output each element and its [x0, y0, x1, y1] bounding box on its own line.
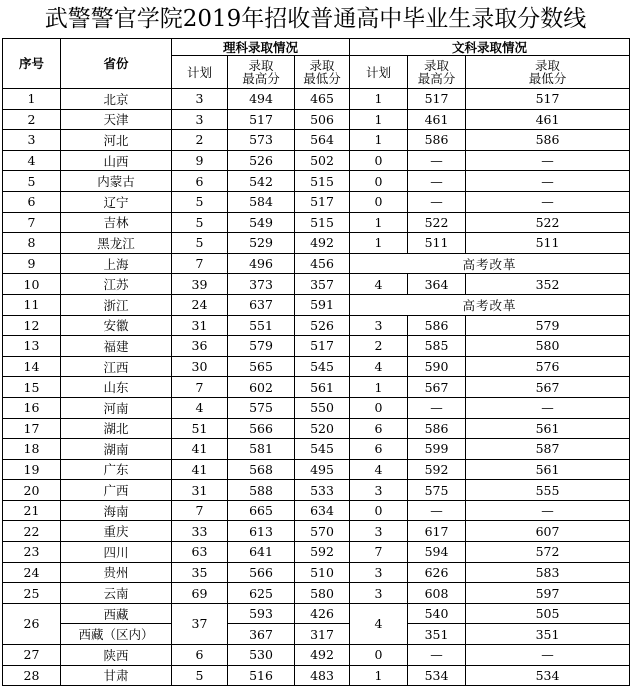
- cell-sci-plan: 6: [172, 645, 228, 666]
- cell-lib-plan: 6: [350, 439, 408, 460]
- cell-lib-max: 540: [408, 603, 466, 624]
- cell-lib-max: 517: [408, 89, 466, 110]
- table-row: [3, 336, 630, 357]
- cell-lib-plan: 4: [350, 274, 408, 295]
- header-province: 省份: [61, 39, 172, 89]
- cell-seq: 28: [3, 665, 61, 686]
- cell-sci-max: 581: [228, 439, 295, 460]
- cell-lib-min: 597: [466, 583, 630, 604]
- cell-lib-min: 567: [466, 377, 630, 398]
- cell-sci-min: 550: [295, 397, 350, 418]
- table-row: [3, 315, 630, 336]
- cell-sci-min: 545: [295, 356, 350, 377]
- cell-seq: 18: [3, 439, 61, 460]
- cell-lib-min: 352: [466, 274, 630, 295]
- cell-seq: 4: [3, 150, 61, 171]
- cell-lib-plan: 0: [350, 645, 408, 666]
- cell-sci-plan: 3: [172, 89, 228, 110]
- cell-sci-max: 575: [228, 397, 295, 418]
- table-row: [3, 480, 630, 501]
- cell-seq: 8: [3, 233, 61, 254]
- table-row: [3, 603, 630, 624]
- cell-lib-min: 586: [466, 130, 630, 151]
- cell-sci-min: 515: [295, 171, 350, 192]
- cell-sci-plan: 2: [172, 130, 228, 151]
- cell-lib-max: 575: [408, 480, 466, 501]
- cell-seq: 10: [3, 274, 61, 295]
- cell-lib-min: —: [466, 191, 630, 212]
- cell-province: 河南: [61, 397, 172, 418]
- cell-sci-max: 665: [228, 500, 295, 521]
- cell-sci-max: 588: [228, 480, 295, 501]
- cell-lib-min: 522: [466, 212, 630, 233]
- cell-lib-max: —: [408, 397, 466, 418]
- cell-sci-min: 317: [295, 624, 350, 645]
- cell-sci-plan: 4: [172, 397, 228, 418]
- cell-sci-min: 357: [295, 274, 350, 295]
- cell-sci-plan: 5: [172, 665, 228, 686]
- cell-sci-min: 591: [295, 294, 350, 315]
- cell-province: 吉林: [61, 212, 172, 233]
- cell-sci-max: 542: [228, 171, 295, 192]
- cell-province: 重庆: [61, 521, 172, 542]
- cell-province: 云南: [61, 583, 172, 604]
- table-row: [3, 274, 630, 295]
- cell-sci-plan: 6: [172, 171, 228, 192]
- cell-lib-plan: 1: [350, 665, 408, 686]
- header-science-group: 理科录取情况: [172, 39, 350, 56]
- cell-sci-min: 592: [295, 542, 350, 563]
- cell-reform-note: 高考改革: [350, 253, 630, 274]
- header-seq: 序号: [3, 39, 61, 89]
- cell-lib-min: —: [466, 397, 630, 418]
- cell-sci-max: 551: [228, 315, 295, 336]
- cell-sci-max: 641: [228, 542, 295, 563]
- header-lib-max: 录取 最高分: [408, 56, 466, 89]
- cell-province: 安徽: [61, 315, 172, 336]
- cell-lib-max: —: [408, 150, 466, 171]
- cell-lib-min: 579: [466, 315, 630, 336]
- cell-sci-plan: 3: [172, 109, 228, 130]
- cell-province: 西藏: [61, 603, 172, 624]
- cell-seq: 25: [3, 583, 61, 604]
- cell-lib-min: 555: [466, 480, 630, 501]
- cell-lib-plan: 1: [350, 109, 408, 130]
- table-row: [3, 233, 630, 254]
- cell-province: 河北: [61, 130, 172, 151]
- cell-sci-min: 465: [295, 89, 350, 110]
- cell-sci-max: 568: [228, 459, 295, 480]
- cell-province: 陕西: [61, 645, 172, 666]
- table-row: [3, 521, 630, 542]
- cell-lib-max: 617: [408, 521, 466, 542]
- cell-lib-max: 585: [408, 336, 466, 357]
- page-title: 武警警官学院2019年招收普通高中毕业生录取分数线: [44, 6, 587, 32]
- table-row: [3, 253, 630, 274]
- cell-lib-max: 534: [408, 665, 466, 686]
- cell-sci-plan: 37: [172, 603, 228, 644]
- cell-lib-plan: 1: [350, 212, 408, 233]
- cell-lib-plan: 0: [350, 171, 408, 192]
- cell-seq: 20: [3, 480, 61, 501]
- table-row: [3, 130, 630, 151]
- cell-seq: 9: [3, 253, 61, 274]
- cell-sci-min: 634: [295, 500, 350, 521]
- cell-lib-max: 351: [408, 624, 466, 645]
- cell-province: 浙江: [61, 294, 172, 315]
- cell-lib-plan: 4: [350, 603, 408, 644]
- cell-lib-min: —: [466, 500, 630, 521]
- cell-lib-min: 576: [466, 356, 630, 377]
- cell-seq: 1: [3, 89, 61, 110]
- table-row: [3, 583, 630, 604]
- cell-lib-max: 586: [408, 315, 466, 336]
- cell-lib-plan: 1: [350, 89, 408, 110]
- table-row: [3, 212, 630, 233]
- cell-lib-min: 351: [466, 624, 630, 645]
- cell-lib-min: —: [466, 645, 630, 666]
- table-row: [3, 171, 630, 192]
- cell-sci-max: 566: [228, 418, 295, 439]
- cell-province: 北京: [61, 89, 172, 110]
- cell-seq: 17: [3, 418, 61, 439]
- cell-sci-plan: 9: [172, 150, 228, 171]
- cell-sci-min: 517: [295, 336, 350, 357]
- cell-sci-max: 625: [228, 583, 295, 604]
- cell-lib-max: —: [408, 500, 466, 521]
- cell-lib-max: 592: [408, 459, 466, 480]
- cell-sci-min: 580: [295, 583, 350, 604]
- cell-lib-min: 561: [466, 418, 630, 439]
- cell-seq: 5: [3, 171, 61, 192]
- cell-lib-max: 586: [408, 418, 466, 439]
- cell-sci-min: 492: [295, 233, 350, 254]
- cell-lib-max: 567: [408, 377, 466, 398]
- cell-sci-max: 573: [228, 130, 295, 151]
- header-sci-plan: 计划: [172, 56, 228, 89]
- cell-sci-max: 637: [228, 294, 295, 315]
- cell-lib-min: 583: [466, 562, 630, 583]
- table-body: [3, 89, 630, 686]
- table-row: [3, 542, 630, 563]
- cell-lib-max: 590: [408, 356, 466, 377]
- cell-lib-plan: 0: [350, 191, 408, 212]
- table-row: [3, 377, 630, 398]
- table-row: [3, 397, 630, 418]
- table-row: [3, 294, 630, 315]
- cell-lib-max: 594: [408, 542, 466, 563]
- cell-lib-plan: 0: [350, 500, 408, 521]
- header-lib-plan: 计划: [350, 56, 408, 89]
- cell-sci-plan: 24: [172, 294, 228, 315]
- cell-seq: 6: [3, 191, 61, 212]
- cell-lib-min: 505: [466, 603, 630, 624]
- cell-lib-min: —: [466, 171, 630, 192]
- cell-lib-max: 599: [408, 439, 466, 460]
- header-sci-min: 录取 最低分: [295, 56, 350, 89]
- cell-lib-min: 561: [466, 459, 630, 480]
- cell-lib-max: 461: [408, 109, 466, 130]
- cell-sci-min: 492: [295, 645, 350, 666]
- cell-province: 湖北: [61, 418, 172, 439]
- cell-lib-plan: 3: [350, 315, 408, 336]
- cell-province: 甘肃: [61, 665, 172, 686]
- cell-seq: 24: [3, 562, 61, 583]
- cell-lib-min: 517: [466, 89, 630, 110]
- cell-lib-min: 461: [466, 109, 630, 130]
- cell-lib-max: —: [408, 171, 466, 192]
- cell-province: 广东: [61, 459, 172, 480]
- cell-sci-max: 367: [228, 624, 295, 645]
- cell-lib-min: 580: [466, 336, 630, 357]
- cell-sci-max: 593: [228, 603, 295, 624]
- cell-seq: 22: [3, 521, 61, 542]
- cell-sci-min: 456: [295, 253, 350, 274]
- cell-sci-min: 561: [295, 377, 350, 398]
- cell-sci-min: 570: [295, 521, 350, 542]
- cell-province: 西藏（区内）: [61, 624, 172, 645]
- cell-sci-plan: 51: [172, 418, 228, 439]
- cell-province: 湖南: [61, 439, 172, 460]
- cell-seq: 13: [3, 336, 61, 357]
- cell-seq: 15: [3, 377, 61, 398]
- cell-lib-max: 626: [408, 562, 466, 583]
- cell-province: 山东: [61, 377, 172, 398]
- cell-lib-max: 364: [408, 274, 466, 295]
- table-row: [3, 89, 630, 110]
- cell-sci-max: 602: [228, 377, 295, 398]
- cell-reform-note: 高考改革: [350, 294, 630, 315]
- cell-seq: 23: [3, 542, 61, 563]
- cell-seq: 16: [3, 397, 61, 418]
- cell-seq: 26: [3, 603, 61, 644]
- header-lib-min: 录取 最低分: [466, 56, 630, 89]
- cell-sci-plan: 7: [172, 377, 228, 398]
- table-row: [3, 418, 630, 439]
- cell-sci-plan: 39: [172, 274, 228, 295]
- cell-lib-plan: 6: [350, 418, 408, 439]
- cell-sci-plan: 41: [172, 459, 228, 480]
- cell-sci-min: 426: [295, 603, 350, 624]
- cell-seq: 27: [3, 645, 61, 666]
- cell-sci-max: 373: [228, 274, 295, 295]
- cell-seq: 7: [3, 212, 61, 233]
- cell-lib-plan: 4: [350, 459, 408, 480]
- cell-sci-min: 526: [295, 315, 350, 336]
- cell-province: 江苏: [61, 274, 172, 295]
- cell-lib-plan: 1: [350, 233, 408, 254]
- header-row-group: [3, 39, 630, 56]
- table-row: [3, 624, 630, 645]
- table-row: [3, 191, 630, 212]
- cell-lib-max: —: [408, 191, 466, 212]
- cell-sci-min: 515: [295, 212, 350, 233]
- cell-lib-max: 586: [408, 130, 466, 151]
- cell-seq: 11: [3, 294, 61, 315]
- cell-province: 内蒙古: [61, 171, 172, 192]
- cell-lib-plan: 3: [350, 521, 408, 542]
- cell-lib-plan: 3: [350, 480, 408, 501]
- table-row: [3, 439, 630, 460]
- header-sci-max: 录取 最高分: [228, 56, 295, 89]
- cell-sci-max: 496: [228, 253, 295, 274]
- table-row: [3, 109, 630, 130]
- cell-lib-min: 534: [466, 665, 630, 686]
- cell-sci-min: 533: [295, 480, 350, 501]
- cell-sci-min: 517: [295, 191, 350, 212]
- cell-sci-max: 613: [228, 521, 295, 542]
- cell-lib-plan: 1: [350, 377, 408, 398]
- cell-sci-max: 584: [228, 191, 295, 212]
- cell-province: 福建: [61, 336, 172, 357]
- cell-sci-min: 502: [295, 150, 350, 171]
- cell-province: 上海: [61, 253, 172, 274]
- cell-sci-max: 530: [228, 645, 295, 666]
- table-row: [3, 500, 630, 521]
- cell-lib-plan: 4: [350, 356, 408, 377]
- cell-sci-min: 564: [295, 130, 350, 151]
- cell-lib-min: 607: [466, 521, 630, 542]
- cell-sci-max: 529: [228, 233, 295, 254]
- cell-seq: 14: [3, 356, 61, 377]
- cell-sci-min: 520: [295, 418, 350, 439]
- cell-lib-min: —: [466, 150, 630, 171]
- cell-sci-max: 494: [228, 89, 295, 110]
- table-row: [3, 459, 630, 480]
- cell-sci-min: 506: [295, 109, 350, 130]
- cell-lib-min: 587: [466, 439, 630, 460]
- cell-sci-plan: 69: [172, 583, 228, 604]
- cell-sci-max: 516: [228, 665, 295, 686]
- cell-lib-plan: 0: [350, 397, 408, 418]
- table-row: [3, 645, 630, 666]
- cell-lib-plan: 0: [350, 150, 408, 171]
- cell-seq: 21: [3, 500, 61, 521]
- cell-province: 天津: [61, 109, 172, 130]
- table-row: [3, 562, 630, 583]
- cell-lib-plan: 7: [350, 542, 408, 563]
- table-row: [3, 356, 630, 377]
- cell-sci-plan: 41: [172, 439, 228, 460]
- cell-sci-plan: 30: [172, 356, 228, 377]
- cell-sci-max: 566: [228, 562, 295, 583]
- cell-lib-min: 572: [466, 542, 630, 563]
- cell-sci-plan: 31: [172, 480, 228, 501]
- cell-sci-max: 579: [228, 336, 295, 357]
- cell-sci-plan: 33: [172, 521, 228, 542]
- cell-seq: 19: [3, 459, 61, 480]
- cell-sci-plan: 35: [172, 562, 228, 583]
- cell-sci-plan: 5: [172, 233, 228, 254]
- cell-sci-max: 517: [228, 109, 295, 130]
- cell-lib-plan: 1: [350, 130, 408, 151]
- cell-seq: 2: [3, 109, 61, 130]
- cell-sci-plan: 7: [172, 253, 228, 274]
- cell-sci-plan: 5: [172, 191, 228, 212]
- cell-sci-min: 545: [295, 439, 350, 460]
- cell-sci-plan: 5: [172, 212, 228, 233]
- cell-sci-plan: 63: [172, 542, 228, 563]
- cell-sci-min: 510: [295, 562, 350, 583]
- cell-sci-plan: 7: [172, 500, 228, 521]
- cell-lib-max: 608: [408, 583, 466, 604]
- cell-lib-max: 511: [408, 233, 466, 254]
- cell-province: 四川: [61, 542, 172, 563]
- table-row: [3, 665, 630, 686]
- header-liberal-group: 文科录取情况: [350, 39, 630, 56]
- cell-sci-plan: 36: [172, 336, 228, 357]
- cell-lib-max: 522: [408, 212, 466, 233]
- cell-lib-plan: 3: [350, 583, 408, 604]
- cell-lib-plan: 2: [350, 336, 408, 357]
- table-row: [3, 150, 630, 171]
- cell-province: 辽宁: [61, 191, 172, 212]
- cell-lib-max: —: [408, 645, 466, 666]
- cell-sci-max: 526: [228, 150, 295, 171]
- cell-province: 江西: [61, 356, 172, 377]
- cell-lib-plan: 3: [350, 562, 408, 583]
- cell-lib-min: 511: [466, 233, 630, 254]
- cell-province: 黑龙江: [61, 233, 172, 254]
- cell-sci-plan: 31: [172, 315, 228, 336]
- cell-sci-max: 565: [228, 356, 295, 377]
- cell-seq: 3: [3, 130, 61, 151]
- cell-province: 海南: [61, 500, 172, 521]
- cell-sci-min: 495: [295, 459, 350, 480]
- cell-province: 贵州: [61, 562, 172, 583]
- cell-province: 广西: [61, 480, 172, 501]
- cell-province: 山西: [61, 150, 172, 171]
- cell-sci-min: 483: [295, 665, 350, 686]
- admission-score-table: [2, 38, 630, 686]
- cell-sci-max: 549: [228, 212, 295, 233]
- cell-seq: 12: [3, 315, 61, 336]
